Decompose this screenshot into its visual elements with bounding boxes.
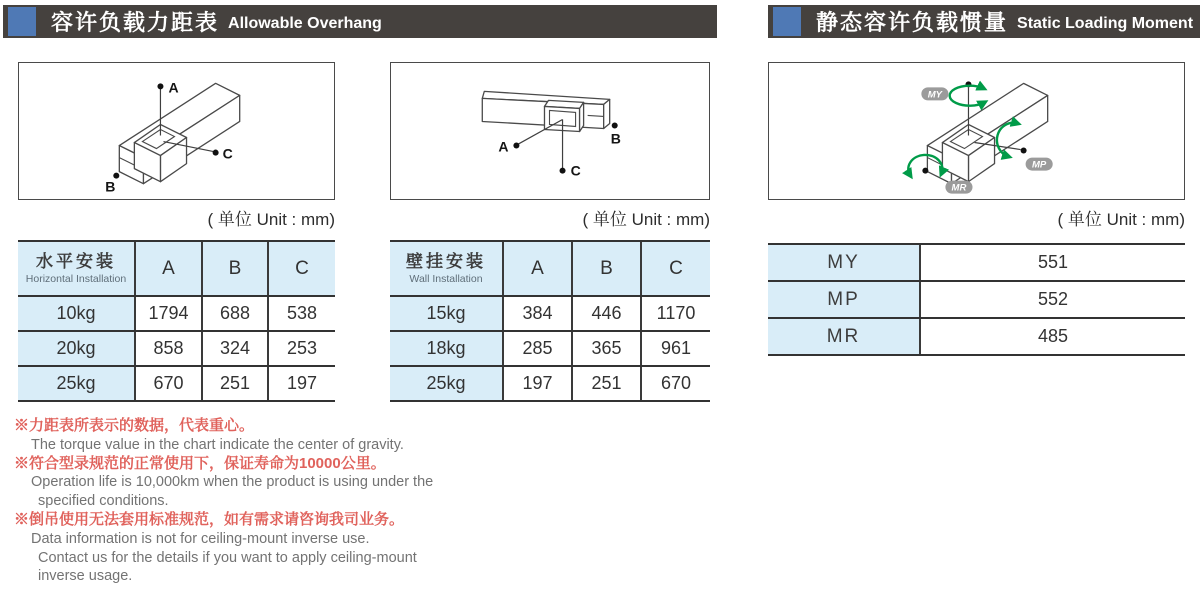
value-cell: 384 xyxy=(503,296,572,331)
moment-label-cell: MR xyxy=(768,318,920,355)
column-header-b: B xyxy=(202,241,268,296)
note-zh: ※符合型录规范的正常使用下，保证寿命为10000公里。 xyxy=(14,454,386,472)
value-cell: 253 xyxy=(268,331,335,366)
note-en: inverse usage. xyxy=(38,568,133,585)
mp-label: MP xyxy=(1032,159,1047,171)
value-cell: 961 xyxy=(641,331,710,366)
table-header-row xyxy=(390,241,710,296)
value-cell: 670 xyxy=(135,366,202,401)
horizontal-installation-table xyxy=(18,240,335,402)
point-b-marker xyxy=(611,122,621,146)
moment-label-cell: MY xyxy=(768,244,920,281)
point-b-label: B xyxy=(610,130,621,147)
table-title-cell xyxy=(390,241,503,296)
footnotes xyxy=(14,417,614,586)
table-title-zh: 水平安装 xyxy=(36,252,116,271)
note-zh: ※倒吊使用无法套用标准规范，如有需求请咨询我司业务。 xyxy=(14,510,405,528)
table-row xyxy=(768,281,1185,318)
note-en: Operation life is 10,000km when the product is using under the xyxy=(31,474,434,491)
moment-drawing xyxy=(769,63,1184,199)
value-cell: 446 xyxy=(572,296,641,331)
table-title-en: Wall Installation xyxy=(409,273,483,285)
load-cell: 20kg xyxy=(18,331,135,366)
value-cell: 285 xyxy=(503,331,572,366)
point-b-label: B xyxy=(105,178,116,195)
table-row xyxy=(18,331,335,366)
table-title-zh: 壁挂安装 xyxy=(406,252,486,271)
right-header-title-en: Static Loading Moment xyxy=(1017,14,1194,32)
column-header-c: C xyxy=(268,241,335,296)
moment-value-cell: 551 xyxy=(920,244,1185,281)
moment-table xyxy=(768,243,1185,356)
note-en: specified conditions. xyxy=(38,493,169,510)
load-cell: 15kg xyxy=(390,296,503,331)
value-cell: 197 xyxy=(268,366,335,401)
wall-installation-table xyxy=(390,240,710,402)
header-accent-square xyxy=(773,7,801,36)
load-cell: 25kg xyxy=(18,366,135,401)
unit-label: ( 单位 Unit : mm) xyxy=(582,210,710,229)
value-cell: 251 xyxy=(202,366,268,401)
my-label: MY xyxy=(927,89,943,101)
wall-installation-diagram xyxy=(390,62,710,200)
moment-diagram xyxy=(768,62,1185,200)
unit-label: ( 单位 Unit : mm) xyxy=(1057,210,1185,229)
load-cell: 10kg xyxy=(18,296,135,331)
note-zh: ※力距表所表示的数据，代表重心。 xyxy=(14,417,255,434)
point-a-label: A xyxy=(168,79,179,96)
table-row xyxy=(390,331,710,366)
value-cell: 365 xyxy=(572,331,641,366)
value-cell: 688 xyxy=(202,296,268,331)
horizontal-installation-drawing xyxy=(19,63,334,199)
allowable-overhang-header xyxy=(3,5,717,38)
table-row xyxy=(768,244,1185,281)
static-loading-moment-header xyxy=(768,5,1200,38)
note-en: The torque value in the chart indicate the center of gravity. xyxy=(31,436,404,453)
table-row xyxy=(768,318,1185,355)
table-row xyxy=(390,366,710,401)
value-cell: 324 xyxy=(202,331,268,366)
horizontal-installation-diagram xyxy=(18,62,335,200)
column-header-a: A xyxy=(135,241,202,296)
value-cell: 251 xyxy=(572,366,641,401)
right-header-title-zh: 静态容许负载惯量 xyxy=(816,10,1009,35)
moment-label-cell: MP xyxy=(768,281,920,318)
left-header-title-zh: 容许负载力距表 xyxy=(51,10,220,35)
value-cell: 538 xyxy=(268,296,335,331)
value-cell: 858 xyxy=(135,331,202,366)
table-title-en: Horizontal Installation xyxy=(25,273,127,285)
unit-label: ( 单位 Unit : mm) xyxy=(207,210,335,229)
point-a-label: A xyxy=(498,138,509,155)
value-cell: 670 xyxy=(641,366,710,401)
column-header-b: B xyxy=(572,241,641,296)
load-cell: 18kg xyxy=(390,331,503,366)
point-c-label: C xyxy=(222,145,233,162)
wall-installation-drawing xyxy=(391,63,709,199)
point-b-marker xyxy=(105,173,119,195)
column-header-c: C xyxy=(641,241,710,296)
note-en: Data information is not for ceiling-mount inverse use. xyxy=(31,530,370,547)
load-cell: 25kg xyxy=(390,366,503,401)
table-row xyxy=(18,366,335,401)
value-cell: 1170 xyxy=(641,296,710,331)
left-header-title-en: Allowable Overhang xyxy=(228,14,382,32)
note-en: Contact us for the details if you want to apply ceiling-mount xyxy=(38,549,417,566)
mr-label: MR xyxy=(951,182,967,194)
moment-value-cell: 552 xyxy=(920,281,1185,318)
header-accent-square xyxy=(8,7,36,36)
table-row xyxy=(18,296,335,331)
value-cell: 1794 xyxy=(135,296,202,331)
table-header-row xyxy=(18,241,335,296)
column-header-a: A xyxy=(503,241,572,296)
moment-value-cell: 485 xyxy=(920,318,1185,355)
point-c-label: C xyxy=(570,162,581,179)
value-cell: 197 xyxy=(503,366,572,401)
table-row xyxy=(390,296,710,331)
table-title-cell xyxy=(18,241,135,296)
